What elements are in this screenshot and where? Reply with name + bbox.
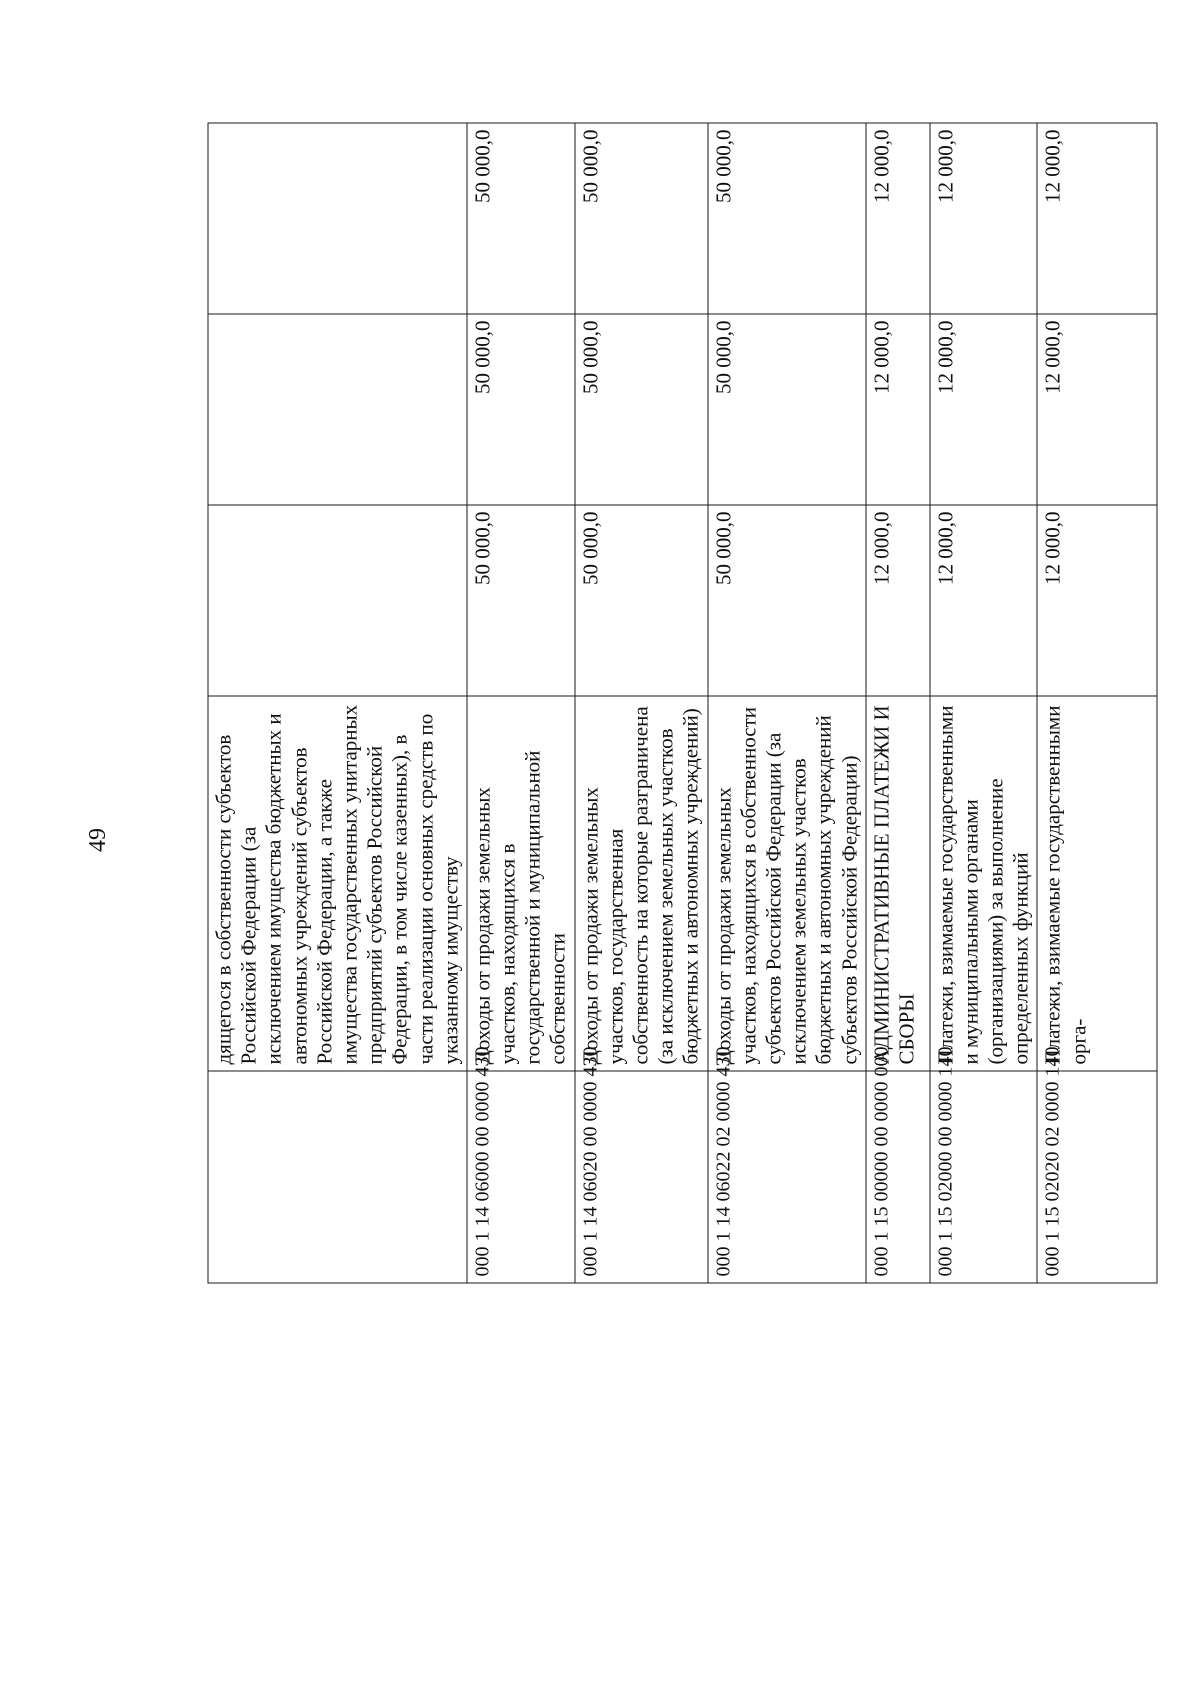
amount-year3-cell: 12 000,0: [1037, 123, 1157, 314]
amount-year3-cell: 50 000,0: [466, 123, 574, 314]
amount-year2-cell: [208, 314, 467, 505]
budget-code-cell: [208, 1071, 467, 1283]
budget-code-cell: 000 1 15 00000 00 0000 000: [865, 1071, 929, 1283]
amount-year1-cell: [208, 505, 467, 696]
table-row: [929, 123, 1037, 1283]
amount-year3-cell: 50 000,0: [707, 123, 865, 314]
amount-year1-cell: 12 000,0: [865, 505, 929, 696]
income-name-cell: Доходы от продажи земельных участков, находящихся в собственности субъектов Российской Федерации (за исключением земельных участков бюджетных и автономных учреждений субъектов Российской Федерации): [707, 696, 865, 1071]
income-name-cell: Платежи, взимаемые государственными и муниципальными органами (организациями) за выполнение определенных функций: [929, 696, 1037, 1071]
amount-year3-cell: 50 000,0: [574, 123, 707, 314]
budget-code-cell: 000 1 14 06000 00 0000 430: [466, 1071, 574, 1283]
amount-year1-cell: 50 000,0: [466, 505, 574, 696]
amount-year3-cell: [208, 123, 467, 314]
income-name-cell: АДМИНИСТРАТИВНЫЕ ПЛАТЕЖИ И СБОРЫ: [865, 696, 929, 1071]
income-name-cell: дящегося в собственности субъектов Российской Федерации (за исключением имущества бюджетных и автономных учреждений субъектов Российской Федерации, а также имущества государственных унитарных предприятий субъектов Российской Федерации, в том числе казенных), в части реализации основных средств по указанному имуществу: [208, 696, 467, 1071]
income-name-cell: Доходы от продажи земельных участков, государственная собственность на которые разграничена (за исключением земельных участков бюджетных и автономных учреждений): [574, 696, 707, 1071]
table-row: [1037, 123, 1157, 1283]
table-row: [208, 123, 467, 1283]
budget-code-cell: 000 1 15 02020 02 0000 140: [1037, 1071, 1157, 1283]
table-row: [466, 123, 574, 1283]
table-row: [574, 123, 707, 1283]
budget-code-cell: 000 1 15 02000 00 0000 140: [929, 1071, 1037, 1283]
amount-year1-cell: 12 000,0: [1037, 505, 1157, 696]
page-number: 49: [85, 828, 111, 852]
amount-year1-cell: 50 000,0: [574, 505, 707, 696]
revenue-table-region: [207, 123, 1094, 1283]
amount-year3-cell: 12 000,0: [929, 123, 1037, 314]
table-row: [865, 123, 929, 1283]
amount-year1-cell: 12 000,0: [929, 505, 1037, 696]
amount-year2-cell: 12 000,0: [929, 314, 1037, 505]
budget-code-cell: 000 1 14 06022 02 0000 430: [707, 1071, 865, 1283]
amount-year1-cell: 50 000,0: [707, 505, 865, 696]
amount-year2-cell: 12 000,0: [1037, 314, 1157, 505]
amount-year3-cell: 12 000,0: [865, 123, 929, 314]
budget-code-cell: 000 1 14 06020 00 0000 430: [574, 1071, 707, 1283]
amount-year2-cell: 12 000,0: [865, 314, 929, 505]
amount-year2-cell: 50 000,0: [574, 314, 707, 505]
amount-year2-cell: 50 000,0: [707, 314, 865, 505]
revenue-table: [207, 122, 1157, 1283]
table-row: [707, 123, 865, 1283]
income-name-cell: Доходы от продажи земельных участков, находящихся в государственной и муниципальной собственности: [466, 696, 574, 1071]
revenue-table-rotated: [207, 123, 1094, 1283]
amount-year2-cell: 50 000,0: [466, 314, 574, 505]
income-name-cell: Платежи, взимаемые государственными орга-: [1037, 696, 1157, 1071]
